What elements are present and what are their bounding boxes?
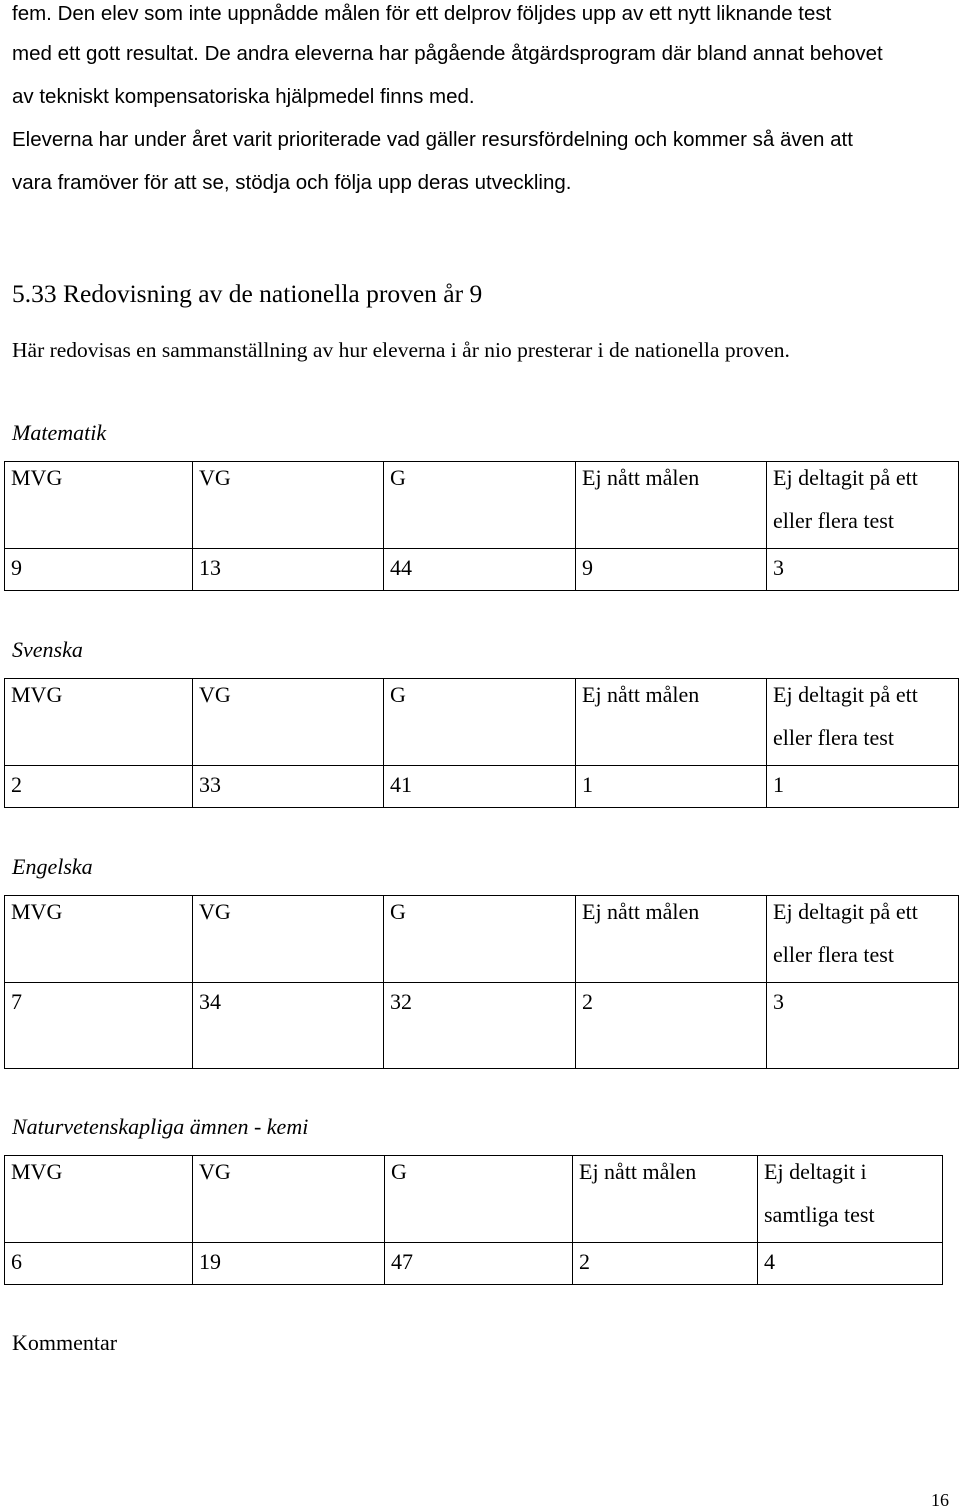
value-cell: 33 bbox=[193, 766, 384, 808]
header-cell bbox=[758, 1156, 943, 1243]
value-cell: 32 bbox=[384, 983, 576, 1069]
header-cell: Ej nått målen bbox=[576, 462, 767, 549]
header-cell: MVG bbox=[5, 462, 193, 549]
subject-label-svenska: Svenska bbox=[12, 637, 83, 662]
results-table-matematik bbox=[4, 461, 959, 591]
header-line: samtliga test bbox=[764, 1202, 875, 1227]
table-row bbox=[5, 1243, 943, 1285]
header-cell: Ej nått målen bbox=[573, 1156, 758, 1243]
value-cell: 9 bbox=[5, 549, 193, 591]
header-word: Ej bbox=[773, 899, 793, 924]
header-word: i bbox=[860, 1159, 867, 1184]
comment-label: Kommentar bbox=[12, 1330, 118, 1355]
table-row bbox=[5, 549, 959, 591]
header-word: ett bbox=[895, 899, 918, 924]
value-cell: 2 bbox=[573, 1243, 758, 1285]
header-cell: Ej nått målen bbox=[576, 896, 767, 983]
value-cell: 2 bbox=[576, 983, 767, 1069]
section-intro: Här redovisas en sammanställning av hur eleverna i år nio presterar i de nationella proven. bbox=[12, 338, 790, 362]
header-word: deltagit bbox=[798, 899, 865, 924]
header-word: på bbox=[869, 465, 891, 490]
header-cell: MVG bbox=[5, 1156, 193, 1243]
value-cell: 4 bbox=[758, 1243, 943, 1285]
value-cell: 1 bbox=[576, 766, 767, 808]
value-cell: 47 bbox=[385, 1243, 573, 1285]
header-cell: VG bbox=[193, 679, 384, 766]
subject-label-engelska: Engelska bbox=[12, 854, 93, 879]
header-word: Ej bbox=[773, 465, 793, 490]
header-line: eller flera test bbox=[773, 942, 894, 967]
value-cell: 41 bbox=[384, 766, 576, 808]
header-cell: G bbox=[385, 1156, 573, 1243]
header-word: på bbox=[869, 899, 891, 924]
header-word: deltagit bbox=[798, 465, 865, 490]
header-cell: VG bbox=[193, 896, 384, 983]
header-cell bbox=[767, 896, 959, 983]
header-cell: MVG bbox=[5, 679, 193, 766]
value-cell: 19 bbox=[193, 1243, 385, 1285]
header-cell: G bbox=[384, 462, 576, 549]
table-header-row bbox=[5, 679, 959, 766]
page-number: 16 bbox=[931, 1490, 949, 1510]
table-row bbox=[5, 983, 959, 1069]
value-cell: 9 bbox=[576, 549, 767, 591]
header-cell bbox=[767, 679, 959, 766]
subject-label-matematik: Matematik bbox=[12, 420, 107, 445]
value-cell: 44 bbox=[384, 549, 576, 591]
value-cell: 34 bbox=[193, 983, 384, 1069]
paragraph-line: vara framöver för att se, stödja och följa upp deras utveckling. bbox=[12, 171, 572, 194]
header-word: ett bbox=[895, 682, 918, 707]
value-cell: 6 bbox=[5, 1243, 193, 1285]
results-table-engelska bbox=[4, 895, 959, 1069]
header-word: på bbox=[869, 682, 891, 707]
header-line: eller flera test bbox=[773, 508, 894, 533]
value-cell: 3 bbox=[767, 549, 959, 591]
paragraph-line: fem. Den elev som inte uppnådde målen för ett delprov följdes upp av ett nytt liknande test bbox=[12, 2, 832, 25]
results-table-svenska bbox=[4, 678, 959, 808]
header-cell: VG bbox=[193, 462, 384, 549]
paragraph-line: Eleverna har under året varit prioriterade vad gäller resursfördelning och kommer så även att bbox=[12, 128, 853, 151]
value-cell: 2 bbox=[5, 766, 193, 808]
value-cell: 7 bbox=[5, 983, 193, 1069]
header-word: deltagit bbox=[789, 1159, 856, 1184]
table-header-row bbox=[5, 1156, 943, 1243]
header-line: eller flera test bbox=[773, 725, 894, 750]
header-word: Ej bbox=[773, 682, 793, 707]
section-heading: 5.33 Redovisning av de nationella proven år 9 bbox=[12, 279, 483, 308]
header-cell bbox=[767, 462, 959, 549]
paragraph-line: med ett gott resultat. De andra eleverna har pågående åtgärdsprogram där bland annat behovet bbox=[12, 42, 883, 65]
header-cell: Ej nått målen bbox=[576, 679, 767, 766]
header-cell: VG bbox=[193, 1156, 385, 1243]
header-word: deltagit bbox=[798, 682, 865, 707]
header-cell: MVG bbox=[5, 896, 193, 983]
header-cell: G bbox=[384, 679, 576, 766]
header-word: ett bbox=[895, 465, 918, 490]
value-cell: 1 bbox=[767, 766, 959, 808]
header-cell: G bbox=[384, 896, 576, 983]
value-cell: 13 bbox=[193, 549, 384, 591]
subject-label-kemi: Naturvetenskapliga ämnen - kemi bbox=[12, 1114, 309, 1139]
value-cell: 3 bbox=[767, 983, 959, 1069]
results-table-kemi bbox=[4, 1155, 943, 1285]
table-row bbox=[5, 766, 959, 808]
paragraph-line: av tekniskt kompensatoriska hjälpmedel finns med. bbox=[12, 85, 475, 108]
header-word: Ej bbox=[764, 1159, 784, 1184]
table-header-row bbox=[5, 462, 959, 549]
table-header-row bbox=[5, 896, 959, 983]
